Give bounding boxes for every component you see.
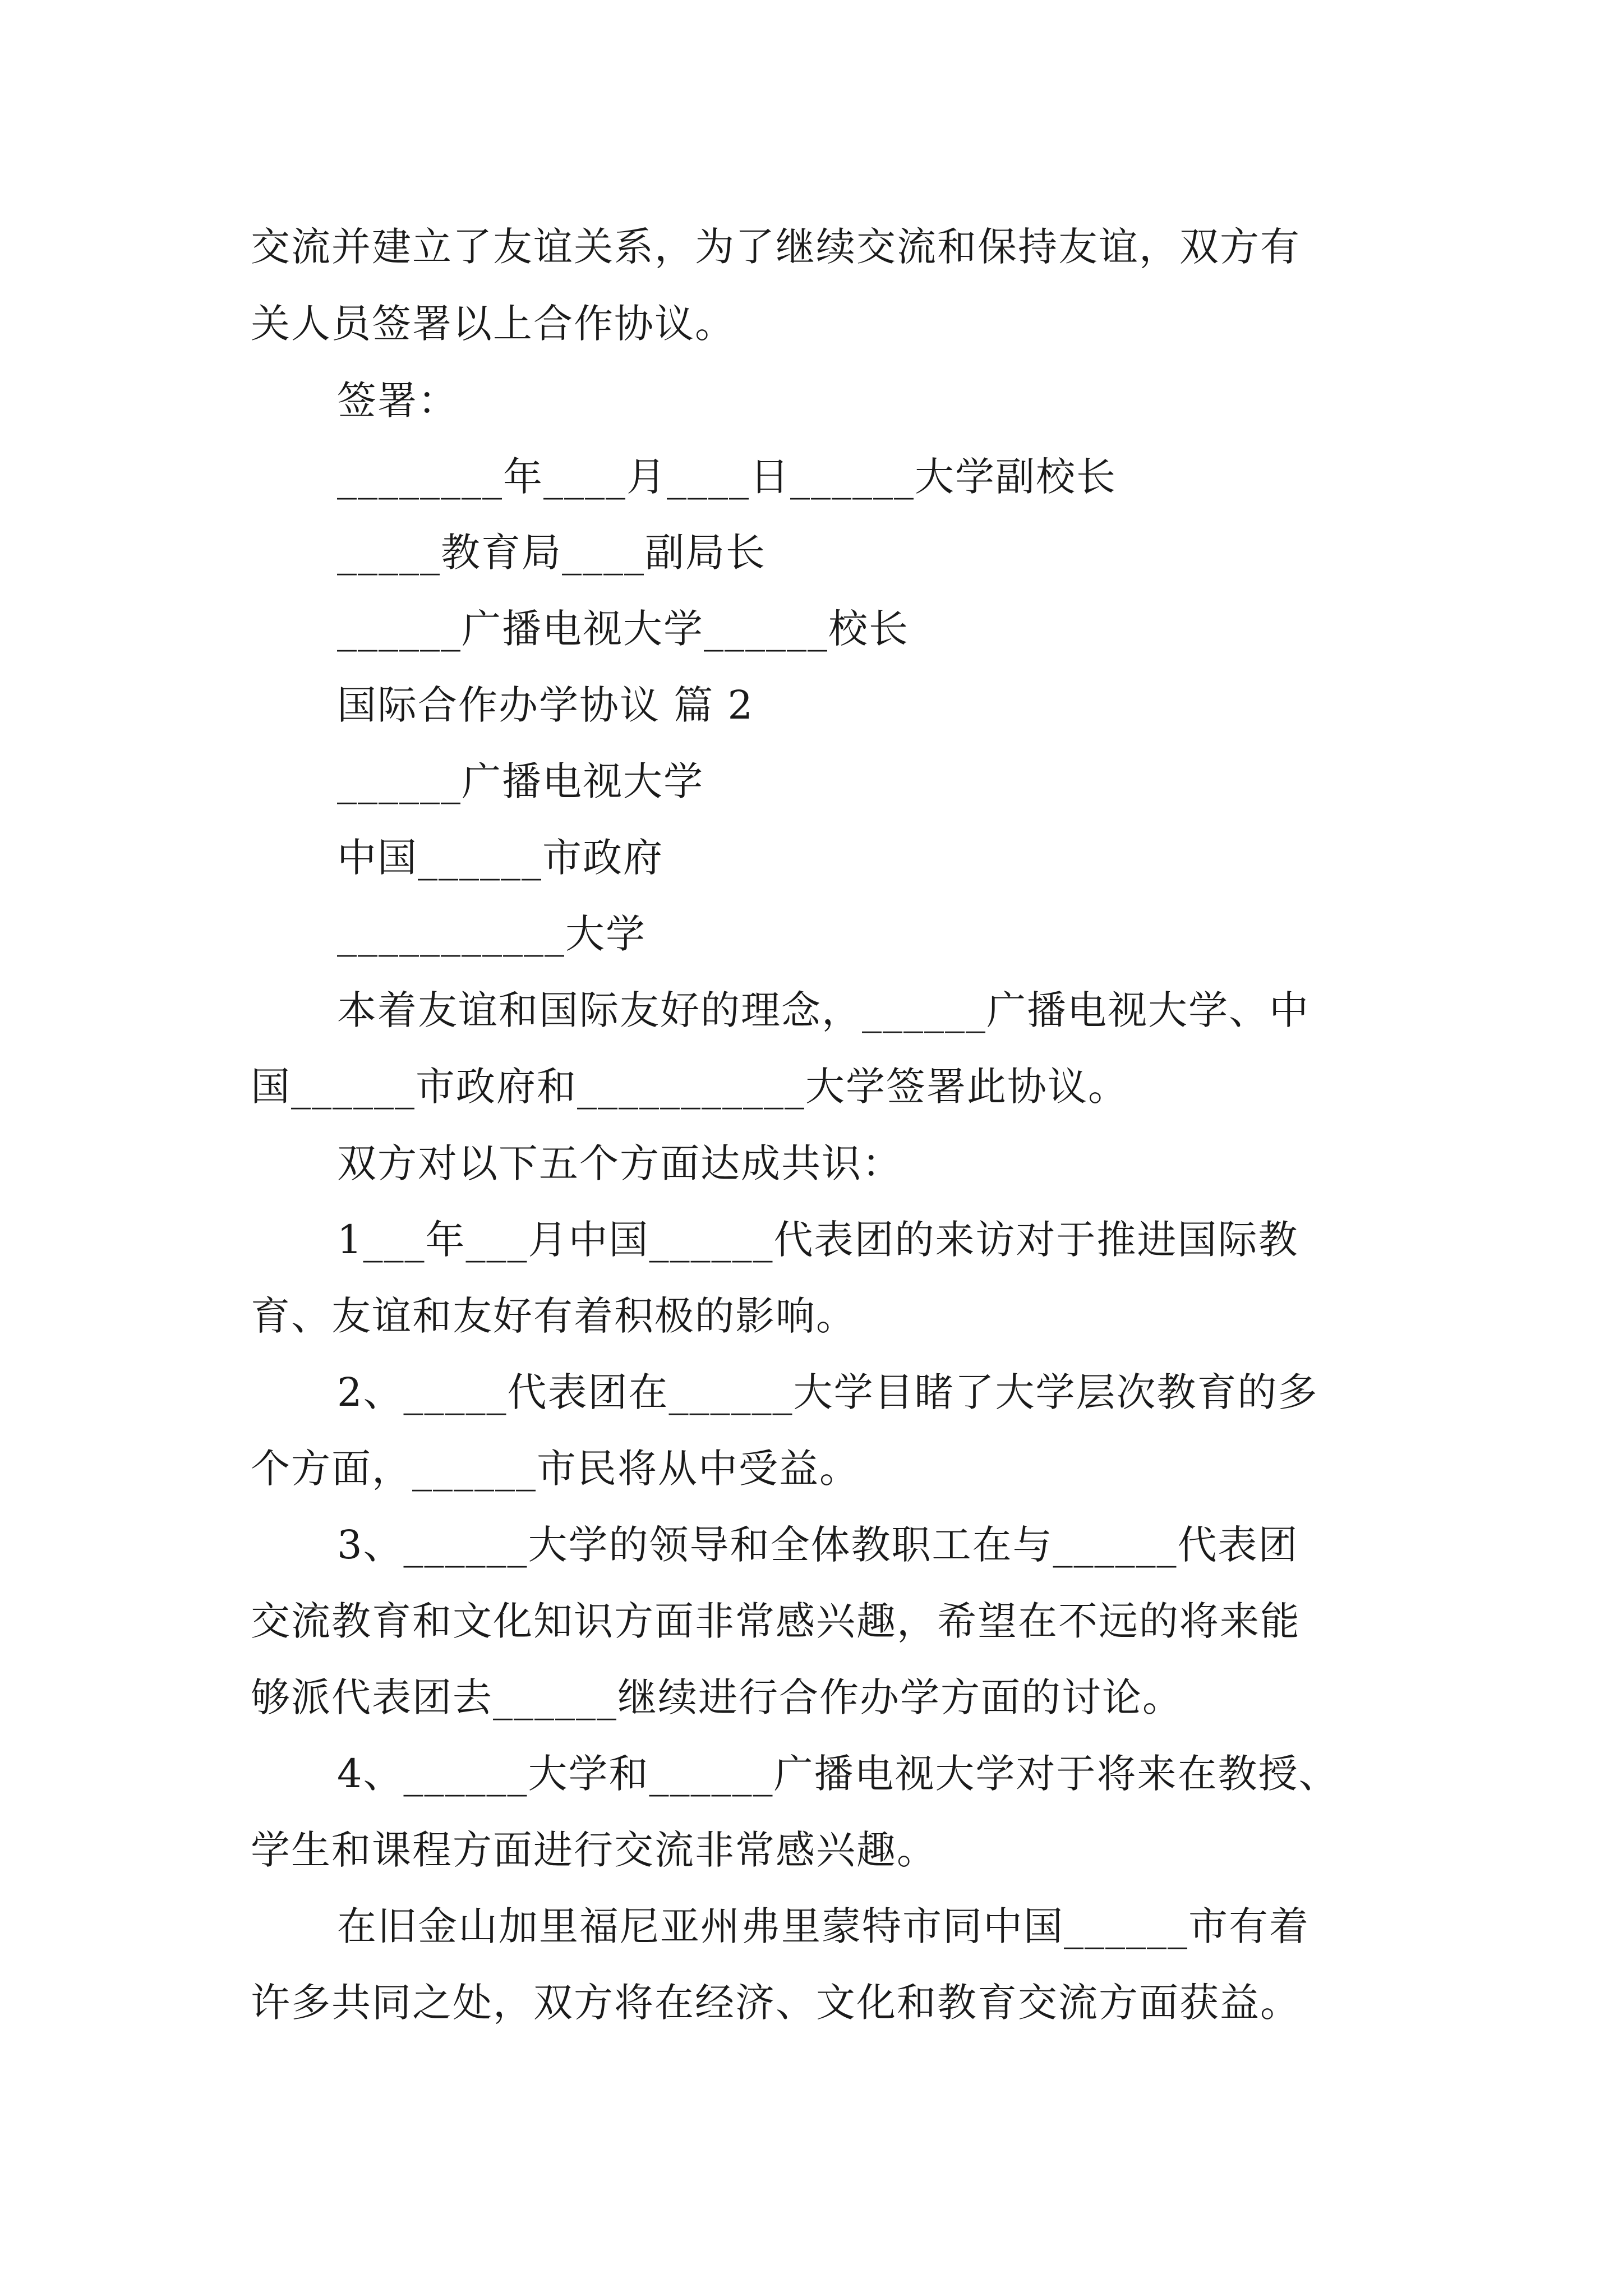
text-line: 4、______大学和______广播电视大学对于将来在教授、 bbox=[337, 1751, 1339, 1797]
text-line: ______广播电视大学______校长 bbox=[337, 606, 909, 652]
text-line: 够派代表团去______继续进行合作办学方面的讨论。 bbox=[251, 1674, 1183, 1720]
text-line: 签署： bbox=[337, 378, 458, 424]
text-line: 在旧金山加里福尼亚州弗里蒙特市同中国______市有着 bbox=[337, 1903, 1310, 1949]
text-line: 国______市政府和___________大学签署此协议。 bbox=[251, 1064, 1128, 1110]
text-line: 个方面，______市民将从中受益。 bbox=[251, 1446, 860, 1492]
text-line: 学生和课程方面进行交流非常感兴趣。 bbox=[251, 1827, 937, 1873]
text-line: 交流并建立了友谊关系，为了继续交流和保持友谊，双方有 bbox=[251, 224, 1301, 270]
text-line: ______广播电视大学 bbox=[337, 758, 704, 804]
text-line: ___________大学 bbox=[337, 911, 646, 957]
text-line: 2、_____代表团在______大学目睹了大学层次教育的多 bbox=[337, 1369, 1318, 1415]
section-heading: 国际合作办学协议 篇 2 bbox=[337, 682, 754, 728]
text-line: 双方对以下五个方面达成共识： bbox=[337, 1140, 902, 1186]
text-line: 关人员签署以上合作协议。 bbox=[251, 301, 735, 347]
text-line: 许多共同之处，双方将在经济、文化和教育交流方面获益。 bbox=[251, 1980, 1301, 2026]
text-line: 中国______市政府 bbox=[337, 835, 663, 881]
text-line: 1___年___月中国______代表团的来访对于推进国际教 bbox=[337, 1217, 1299, 1263]
text-line: 3、______大学的领导和全体教职工在与______代表团 bbox=[337, 1522, 1299, 1568]
text-line: 育、友谊和友好有着积极的影响。 bbox=[251, 1293, 856, 1339]
text-line: _____教育局____副局长 bbox=[337, 530, 766, 576]
text-line: ________年____月____日______大学副校长 bbox=[337, 454, 1117, 500]
text-line: 交流教育和文化知识方面非常感兴趣，希望在不远的将来能 bbox=[251, 1598, 1301, 1644]
text-line: 本着友谊和国际友好的理念，______广播电视大学、中 bbox=[337, 987, 1310, 1033]
